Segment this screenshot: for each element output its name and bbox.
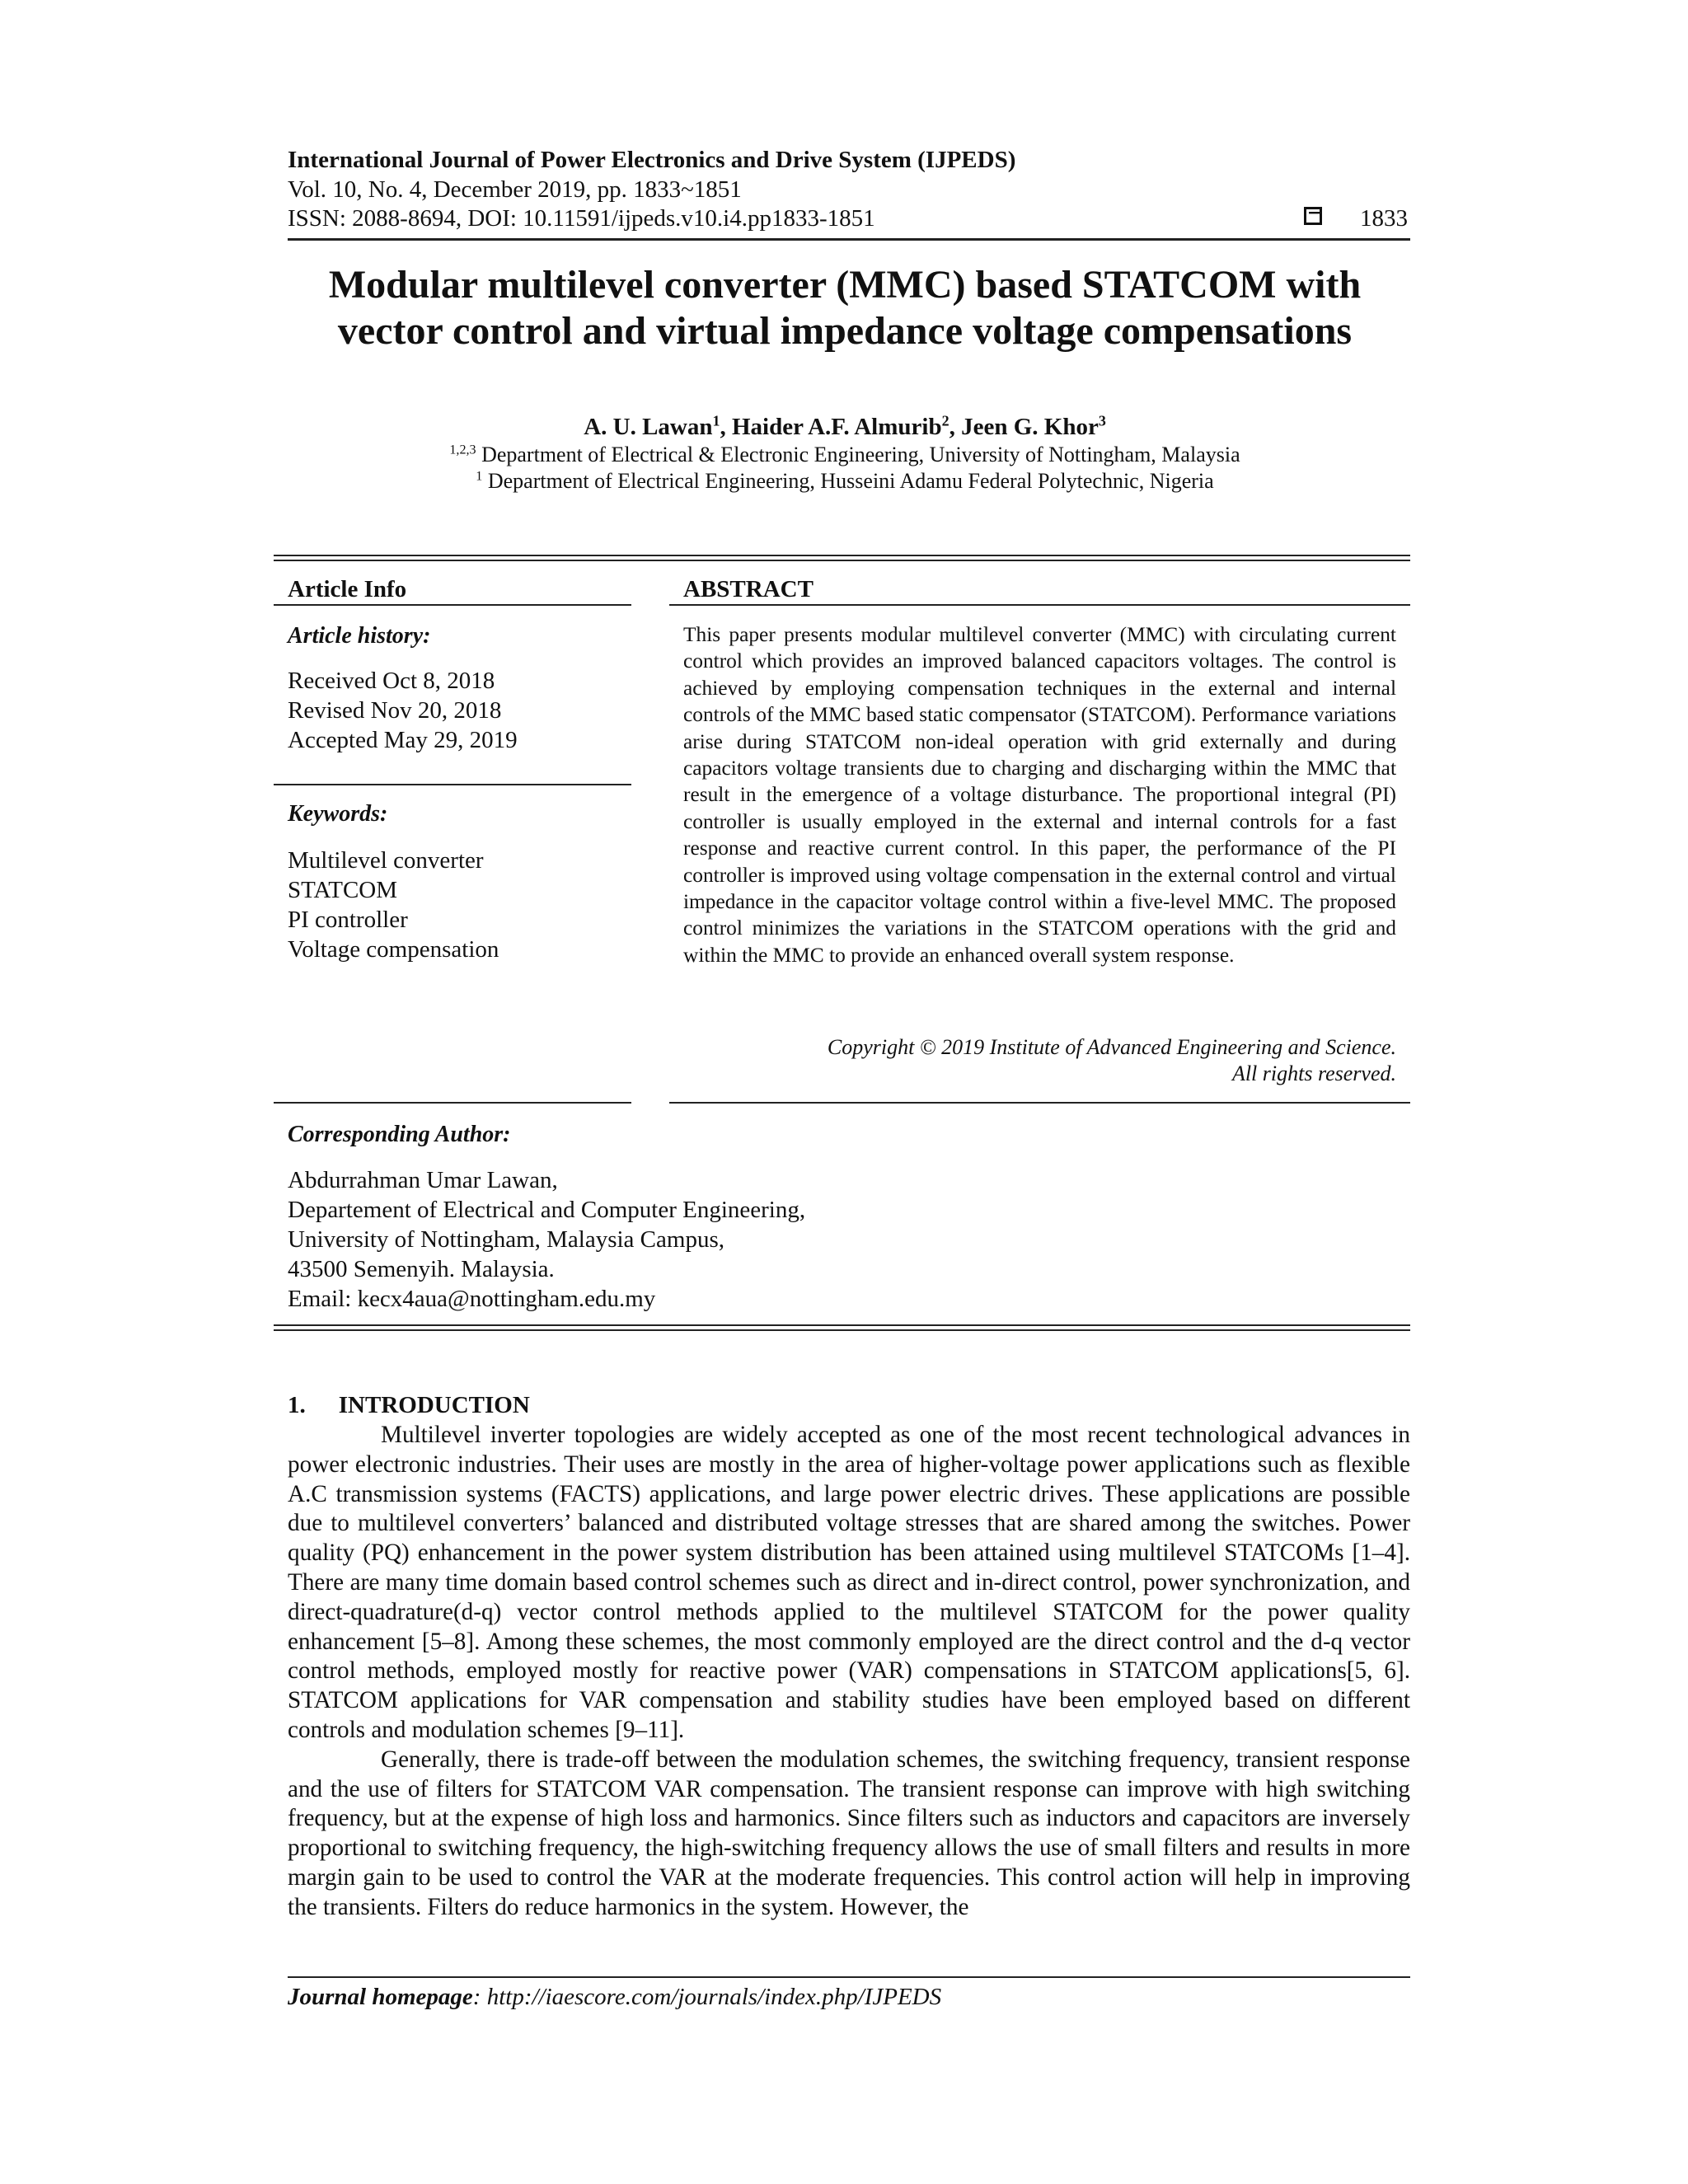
abstract-text: This paper presents modular multilevel converter (MMC) with circulating current control which provides an improved balanced capacitors voltages. The control is achieved by employing compensation techniques in the external and internal controls of the MMC based static compensator (STATCOM). Performance variations arise during STATCOM non-ideal operation with grid externally and during capacitors voltage transients due to charging and discharging within the MMC that result in the emergence of a voltage disturbance. The proportional integral (PI) controller is usually employed in the external and internal controls for a fast response and reactive current control. In this paper, the performance of the PI controller is improved using voltage compensation in the external control and virtual impedance in the capacitor voltage control within a five-level MMC. The proposed control minimizes the variations in the STATCOM operations with the grid and within the MMC to provide an enhanced overall system response. xyxy=(683,623,1396,967)
info-bottom-rule-1 xyxy=(274,1324,1410,1326)
article-info-bottom-rule xyxy=(274,1102,631,1104)
section-title: INTRODUCTION xyxy=(338,1392,530,1418)
corresponding-author-heading: Corresponding Author: xyxy=(288,1122,511,1147)
footer-rule xyxy=(288,1976,1410,1978)
keyword-3: PI controller xyxy=(288,907,408,933)
article-info-rule xyxy=(274,604,631,606)
title-line-2: vector control and virtual impedance voltage compensations xyxy=(337,309,1353,353)
author-2-sup: 2 xyxy=(941,412,950,429)
keyword-2: STATCOM xyxy=(288,877,398,903)
info-top-rule-1 xyxy=(274,555,1410,556)
accepted-date: Accepted May 29, 2019 xyxy=(288,727,518,753)
introduction-body xyxy=(288,1421,1410,1923)
corresponding-email: Email: kecx4aua@nottingham.edu.my xyxy=(288,1286,656,1312)
intro-paragraph-2: Generally, there is trade-off between the modulation schemes, the switching frequency, transient response and the use of filters for STATCOM VAR compensation. The transient response can improve with high switching frequency, but at the expense of high loss and harmonics. Since filters such as inductors and capacitors are inversely proportional to switching frequency, the high-switching frequency allows the use of small filters and results in more margin gain to be used to control the VAR at the moderate frequencies. This control action will help in improving the transients. Filters do reduce harmonics in the system. However, the xyxy=(288,1746,1410,1920)
journal-homepage xyxy=(288,1982,941,2012)
issn-doi: ISSN: 2088-8694, DOI: 10.11591/ijpeds.v10.i4.pp1833-1851 xyxy=(288,205,875,232)
copyright-notice xyxy=(683,1034,1396,1087)
title-line-1: Modular multilevel converter (MMC) based STATCOM with xyxy=(328,263,1362,307)
received-date: Received Oct 8, 2018 xyxy=(288,668,495,694)
author-1-sup: 1 xyxy=(712,412,720,429)
history-rule xyxy=(274,784,631,785)
affiliation-2 xyxy=(280,468,1409,494)
copyright-line-1: Copyright © 2019 Institute of Advanced Engineering and Science. xyxy=(827,1035,1396,1059)
article-history-heading: Article history: xyxy=(288,623,431,649)
abstract-bottom-rule xyxy=(669,1102,1410,1104)
page-number: 1833 xyxy=(1360,205,1408,232)
affiliation-1-text: Department of Electrical & Electronic Engineering, University of Nottingham, Malaysia xyxy=(476,443,1240,466)
corresponding-univ: University of Nottingham, Malaysia Campus, xyxy=(288,1226,724,1253)
author-names xyxy=(280,412,1409,442)
paper-title xyxy=(280,262,1409,354)
article-info-heading: Article Info xyxy=(288,576,407,602)
info-top-rule-2 xyxy=(274,560,1410,561)
affiliation-2-sup: 1 xyxy=(476,469,483,484)
affiliation-1 xyxy=(280,442,1409,468)
copyright-line-2: All rights reserved. xyxy=(1231,1062,1396,1085)
corresponding-name: Abdurrahman Umar Lawan, xyxy=(288,1167,558,1193)
section-heading-introduction xyxy=(288,1392,530,1419)
corresponding-address: 43500 Semenyih. Malaysia. xyxy=(288,1256,555,1282)
keyword-1: Multilevel converter xyxy=(288,847,484,874)
affiliation-1-sup: 1,2,3 xyxy=(449,443,476,457)
intro-paragraph-1: Multilevel inverter topologies are widely accepted as one of the most recent technological advances in power electronic industries. Their uses are mostly in the area of higher-voltage power applications such as flexible A.C transmission systems (FACTS) applications, and large power electric drives. These applications are possible due to multilevel converters’ balanced and distributed voltage stresses that are shared among the switches. Power quality (PQ) enhancement in the power system distribution has been attained using multilevel STATCOMs [1–4]. There are many time domain based control schemes such as direct and in-direct control, power synchronization, and direct-quadrature(d-q) vector control methods applied to the multilevel STATCOM for the power quality enhancement [5–8]. Among these schemes, the most commonly employed are the direct control and the d-q vector control methods, employed mostly for reactive power (VAR) compensations in STATCOM applications[5, 6]. STATCOM applications for VAR compensation and stability studies have been employed based on different controls and modulation schemes [9–11]. xyxy=(288,1422,1410,1743)
author-1: A. U. Lawan xyxy=(584,414,713,440)
author-3-sup: 3 xyxy=(1098,412,1106,429)
author-block xyxy=(280,412,1409,494)
affiliation-2-text: Department of Electrical Engineering, Husseini Adamu Federal Polytechnic, Nigeria xyxy=(482,469,1214,493)
keyword-4: Voltage compensation xyxy=(288,936,499,963)
author-2: , Haider A.F. Almurib xyxy=(720,414,942,440)
info-bottom-rule-2 xyxy=(274,1329,1410,1331)
homepage-url[interactable]: http://iaescore.com/journals/index.php/IJPEDS xyxy=(481,1984,942,2010)
revised-date: Revised Nov 20, 2018 xyxy=(288,697,502,724)
checkbox-icon xyxy=(1304,207,1322,225)
homepage-label: Journal homepage xyxy=(288,1984,473,2010)
abstract-rule xyxy=(669,604,1410,606)
author-3: , Jeen G. Khor xyxy=(949,414,1099,440)
section-number: 1. xyxy=(288,1392,306,1418)
journal-name: International Journal of Power Electronics and Drive System (IJPEDS) xyxy=(288,147,1016,173)
volume-info: Vol. 10, No. 4, December 2019, pp. 1833~1851 xyxy=(288,176,742,203)
homepage-colon: : xyxy=(472,1984,481,2010)
corresponding-dept: Departement of Electrical and Computer Engineering, xyxy=(288,1197,806,1223)
keywords-heading: Keywords: xyxy=(288,801,388,827)
abstract-heading: ABSTRACT xyxy=(683,576,814,602)
header-rule xyxy=(288,238,1410,241)
